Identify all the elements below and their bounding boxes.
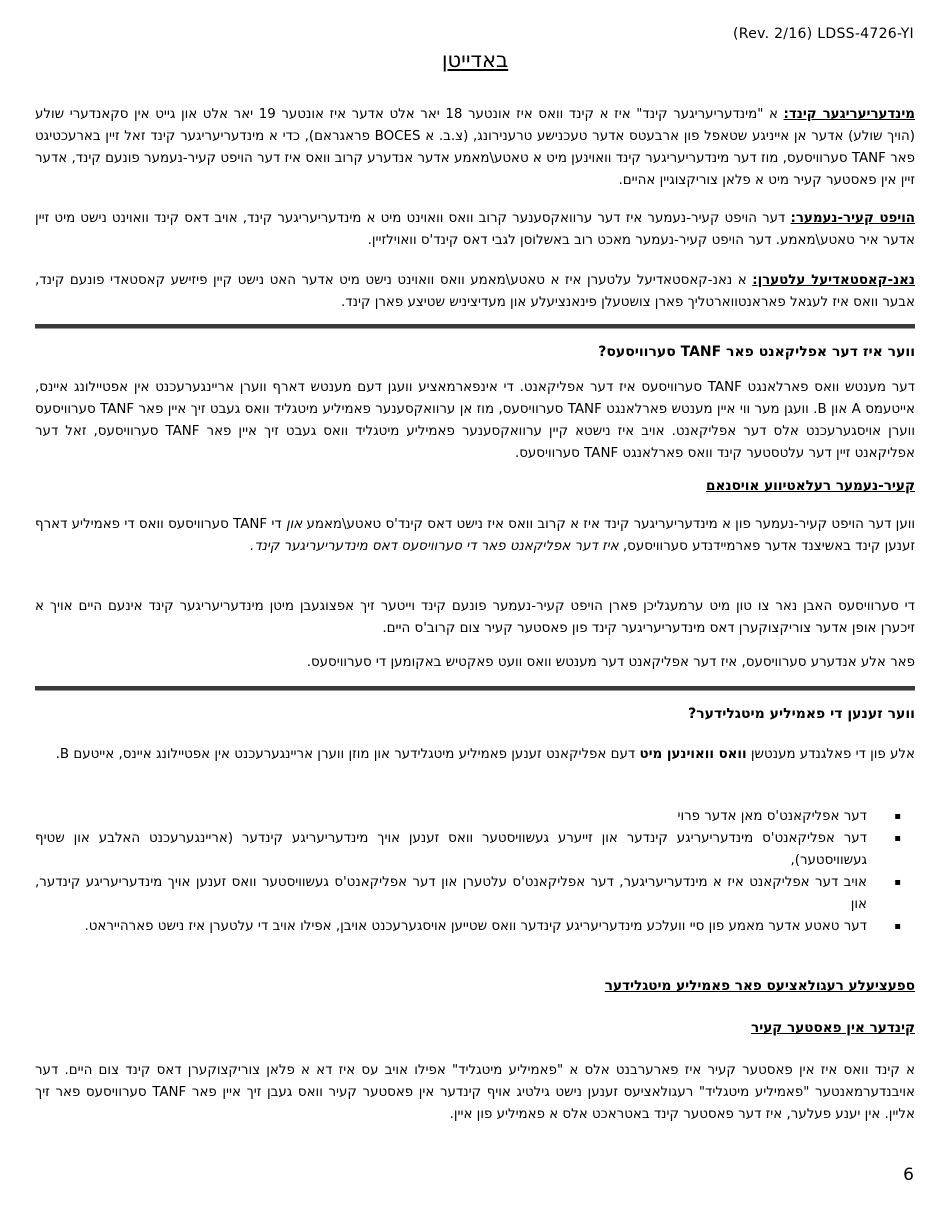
definition-non-custodial-parent <box>35 270 915 314</box>
bullet-icon: ▪ <box>894 811 901 822</box>
paragraph-text: פאר אלע אנדערע סערוויסעס, איז דער אפליקאנט דער מענטש וואס וועט פאקטיש באקומען די סערוויסעס. <box>306 655 915 670</box>
bullet-icon: ▪ <box>894 921 901 932</box>
other-services-paragraph <box>35 652 915 674</box>
subheading-foster-care: קינדער אין פאסטער קעיר <box>751 1020 915 1036</box>
paragraph-text: ווען דער הויפט קעיר-נעמער פון א מינדעריעריגער קינד איז א קרוב וואס איז נישט דאס קינד'ס טאטע\מאמע <box>302 517 915 532</box>
subheading-caretaker-exception: קעיר-נעמער רעלאטיווע אויסנאם <box>706 478 915 494</box>
definition-term: מינדעריעריגער קינד: <box>783 107 915 122</box>
foster-care-paragraph <box>35 1060 915 1126</box>
list-item <box>35 916 915 938</box>
italic-text: איז דער אפליקאנט פאר די סערוויסעס דאס מינדעריעריגער קינד. <box>250 539 619 554</box>
paragraph-text: די TANF סערוויסעס וואס די פאמיליע דארף זענען קינד באשיצנד אדער פארמיידנדע סערוויסעס, <box>35 517 915 554</box>
page-number: 6 <box>903 1165 914 1185</box>
definition-term: הויפט קעיר-נעמער: <box>790 211 915 226</box>
section-divider <box>35 324 915 329</box>
paragraph-text: דעם אפליקאנט זענען פאמיליע מיטגלידער און מוזן ווערן אריינגערעכנט אין אפטיילונג איינס, אייטעם B. <box>55 747 640 762</box>
definition-primary-caretaker <box>35 208 915 252</box>
paragraph-text: אלע פון די פאלגנדע מענטשן <box>746 747 915 762</box>
section-divider <box>35 686 915 691</box>
bullet-icon: ▪ <box>894 877 901 888</box>
definition-text: א "מינדעריעריגער קינד" איז א קינד וואס איז אונטער 18 יאר אלט אדער איז אונטער 19 יאר אלט און גייט אין סקאנדערי שולע (הויך שולע) אדער אן אייניגע שטאפל פון ארבעטס אדער טעכנישע טרענירונג, (צ.ב. א BOCES פראגראם), כדי א מינדעריעריגער קינד זאל זיין בארעכטיגט פאר TANF סערוויסעס, מוז דער מינדעריעריגער קינד וואוינען מיט א טאטע\מאמע אדער אנדערע קרוב וואס איז דער הויפט קעיר-נעמער פונעם קינד, אדער זיין אין פאסטער קעיר מיט א פלאן צוריקצוגיין אהיים. <box>35 107 915 188</box>
list-item-text: דער אפליקאנט'ס מאן אדער פרוי <box>677 809 867 824</box>
family-intro-paragraph <box>35 744 915 766</box>
bold-text: וואס וואוינען מיט <box>639 747 747 762</box>
caretaker-exception-paragraph <box>35 514 915 558</box>
list-item-text: דער טאטע אדער מאמע פון סיי וועלכע מינדעריעריגע קינדער וואס שטייען אויסגערעכנט אויבן, אפילו אויב די עלטערן איז נישט פארהייראט. <box>84 919 867 934</box>
services-paragraph <box>35 596 915 640</box>
form-reference <box>733 26 914 42</box>
page-title: באדייטן <box>441 48 509 72</box>
section-heading-applicant: ווער איז דער אפליקאנט פאר TANF סערוויסעס? <box>598 344 915 360</box>
section-heading-family: ווער זענען די פאמיליע מיטגלידער? <box>688 706 915 722</box>
subheading-special-rules: ספעציעלע רעגולאציעס פאר פאמיליע מיטגלידער <box>604 978 915 994</box>
definition-term: נאנ-קאסטאדיעל עלטערן: <box>752 273 915 288</box>
revision-label: (Rev. 2/16) <box>733 26 813 42</box>
paragraph-text: א קינד וואס איז אין פאסטער קעיר איז פארערבנט אלס א "פאמיליע מיטגליד" אפילו אויב עס איז דא א פלאן צוריקצוקערן דאס קינד צום היים. דער אויבנדערמאנטער "פאמיליע מיטגליד" רעגולאציעס זענען נישט גילטיג אויף קינדער אין פאסטער קעיר וואס געבן זיך איין פאר TANF סערוויסעס פאר זיך אליין. אין יענע פעלער, איז דער פאסטער קינד באטראכט אלס א פאמיליע פון איין. <box>35 1063 915 1122</box>
paragraph-text: דער מענטש וואס פארלאנגט TANF סערוויסעס איז דער אפליקאנט. די אינפארמאציע וועגן דעם מענטש דארף ווערן אריינגערעכנט אין אפטיילונג איינס, אייטעמס A און B. וועגן מער ווי איין מענטש פארלאנגט TANF סערוויסעס, מוז אן ערוואקסענער פאמיליע מיטגליד וואס געבט זיך איין פאר TANF סערוויסעס ווערן אויסגערעכנט אלס דער אפליקאנט. אויב איז נישטא קיין ערוואקסענער פאמיליע מיטגליד וואס געבט זיך איין פאר TANF סערוויסעס, זאל דער אפליקאנט זיין דער עלטסטער קינד וואס פארלאנגט TANF סערוויסעס. <box>35 380 915 461</box>
bullet-icon: ▪ <box>894 833 901 844</box>
list-item-text: דער אפליקאנט'ס מינדעריעריגע קינדער און זייערע געשוויסטער וואס זענען אויך מינדעריעריגע קינדער (אריינגערעכנט האלבע און שטיף געשוויסטער), <box>35 831 867 868</box>
definition-minor-child <box>35 104 915 192</box>
list-item-text: אויב דער אפליקאנט איז א מינדעריעריגער, דער אפליקאנט'ס עלטערן און דער אפליקאנט'ס געשוויסטער וואס זענען אויך מינדעריעריגע קינדער, און <box>35 875 867 912</box>
list-item <box>35 806 915 828</box>
family-members-list <box>35 806 915 938</box>
applicant-paragraph <box>35 377 915 465</box>
paragraph-text: די סערוויסעס האבן נאר צו טון מיט ערמעגליכן פארן הויפט קעיר-נעמער פונעם קינד וייטער זיך אפצוגעבן מיטן מינדעריעריגער קינד אינעם היים אויך א זיכערן אופן אדער צוריקצוקערן דאס מינדעריעריגער קינד פון פאסטער קעיר צום קרוב'ס היים. <box>35 599 915 636</box>
definition-text: א נאנ-קאסטאדיעל עלטערן איז א טאטע\מאמע וואס וואוינט נישט מיט אדער האט נישט קיין פיזישע קאסטאדי פונעם קינד, אבער וואס איז לעגאל פאראנטווארטליך פארן צושטעלן פינאנציעלע און מעדיציניש שטיצע פארן קינד. <box>35 273 915 310</box>
definition-text: דער הויפט קעיר-נעמער איז דער ערוואקסענער קרוב וואס וואוינט מיט א מינדעריעריגער קינד, אויב דאס קינד וואוינט נישט מיט זיין אדער איר טאטע\מאמע. דער הויפט קעיר-נעמער מאכט רוב באשלוסן לגבי דאס קינד'ס וואוילזיין. <box>35 211 915 248</box>
list-item <box>35 872 915 916</box>
form-code: LDSS-4726-YI <box>817 26 914 42</box>
italic-text: און <box>285 517 303 532</box>
list-item <box>35 828 915 872</box>
